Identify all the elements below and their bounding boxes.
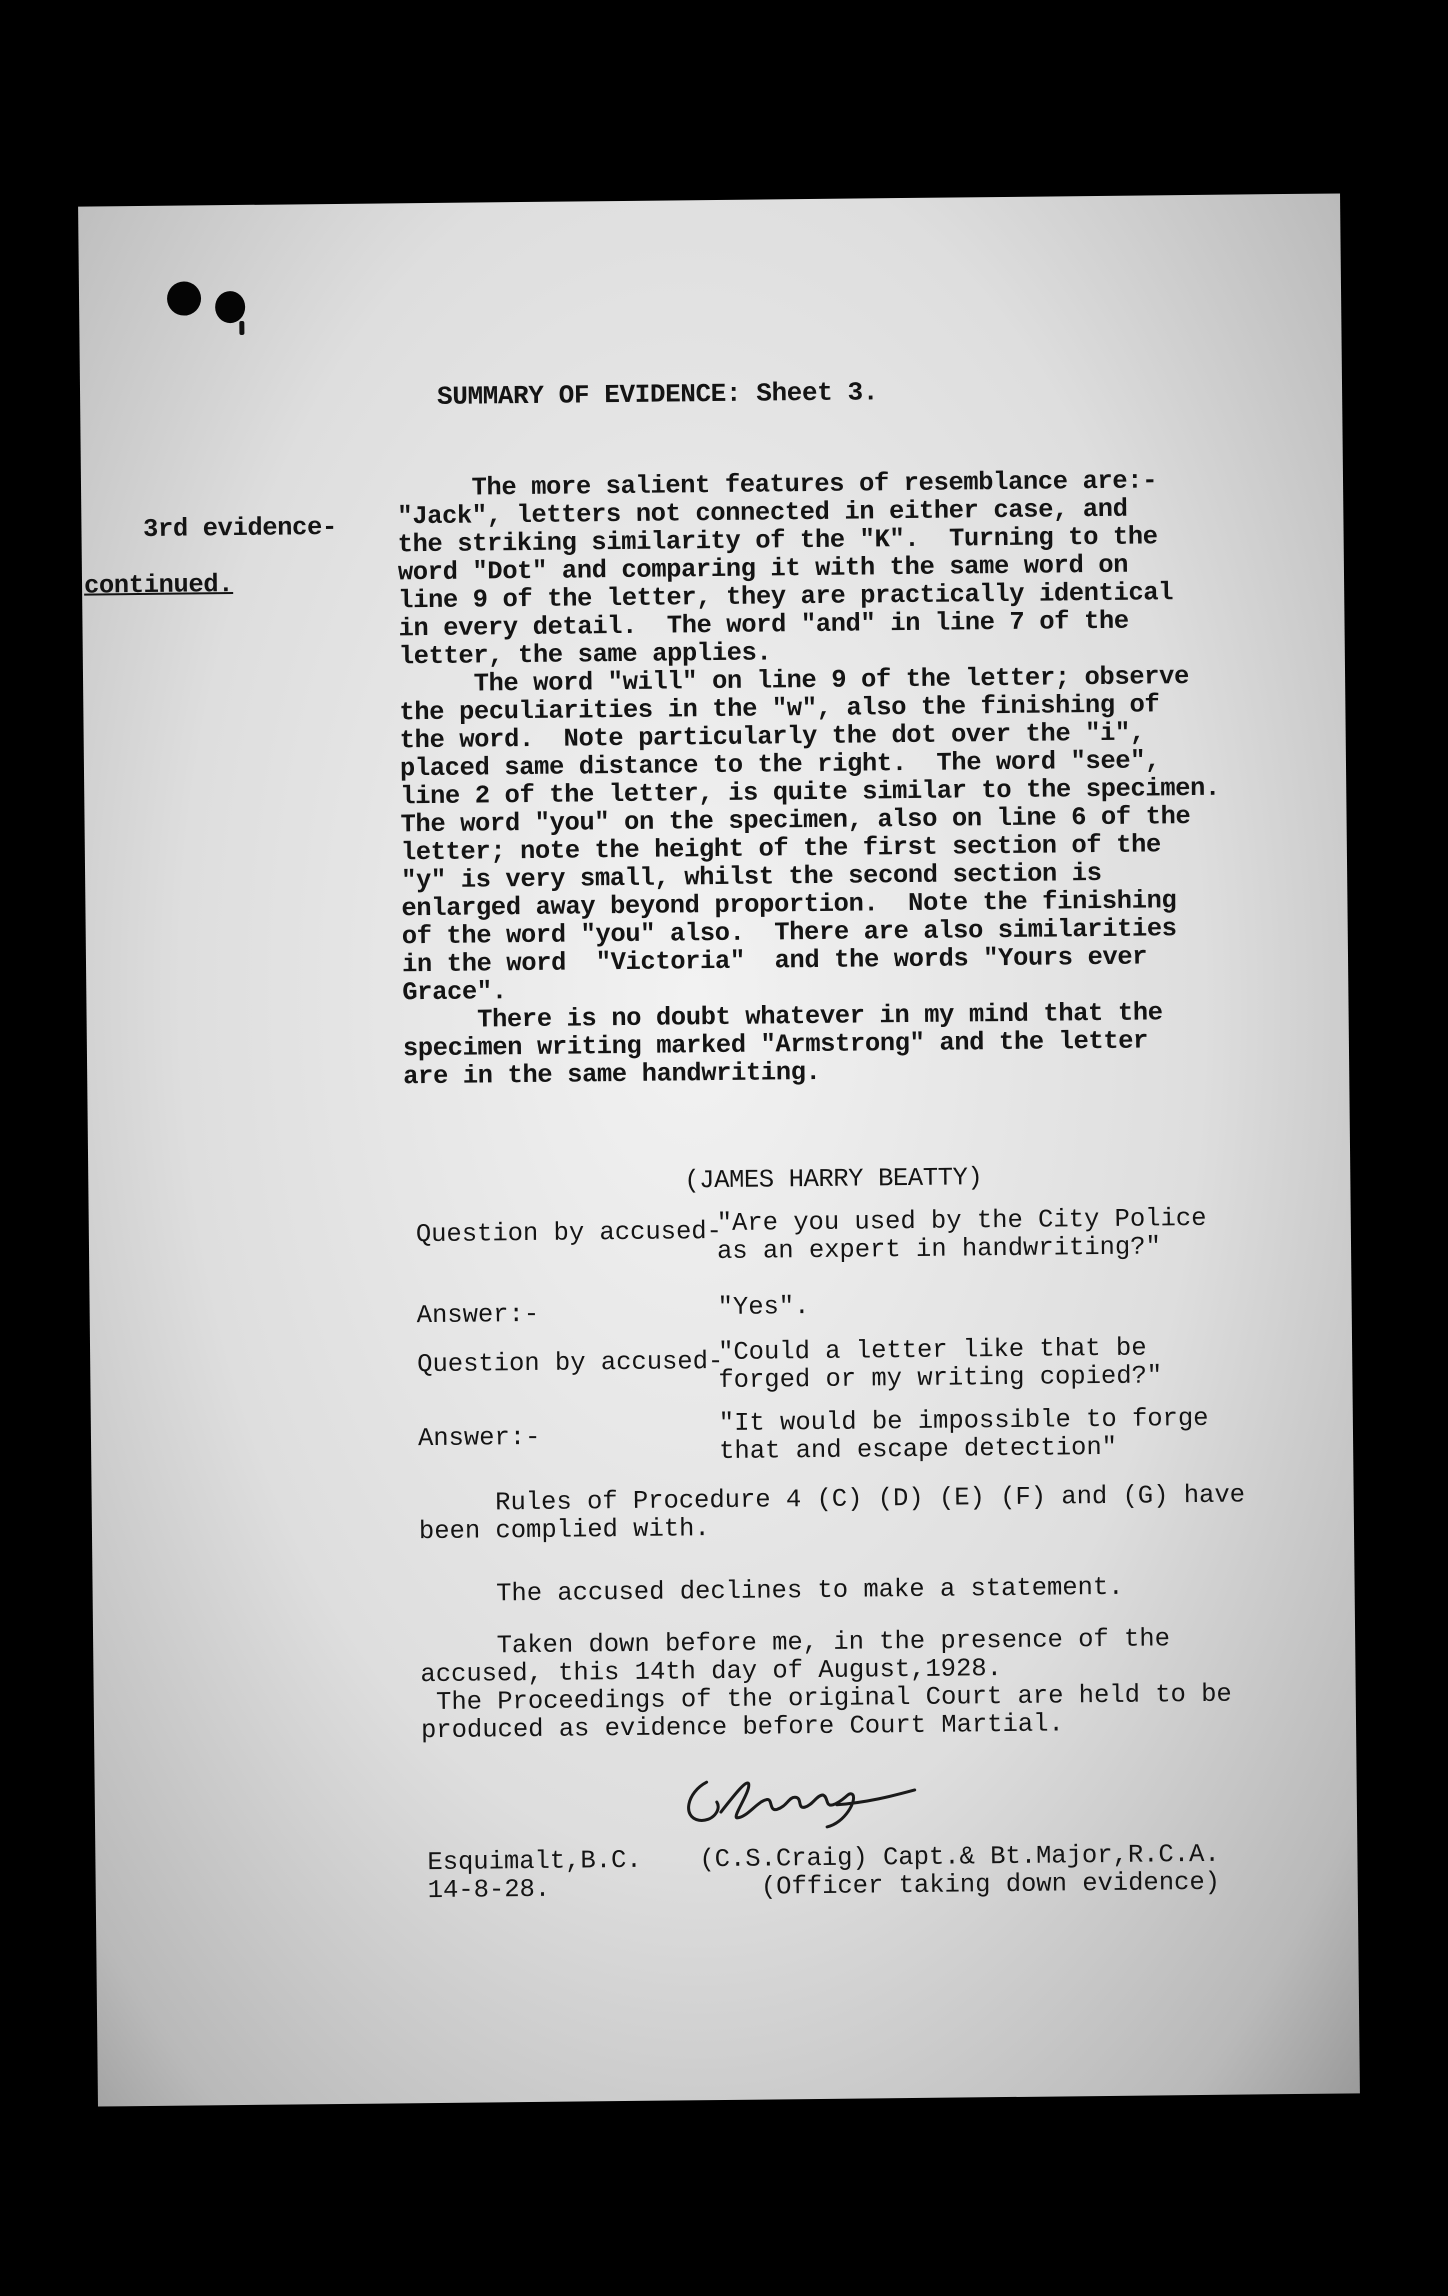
punch-hole	[167, 281, 201, 315]
margin-note-line: continued.	[83, 570, 234, 601]
evidence-line: of the word "you" also. There are also similarities	[401, 914, 1177, 952]
evidence-paragraph	[397, 467, 1223, 1092]
witness-name: (JAMES HARRY BEATTY)	[684, 1163, 983, 1196]
evidence-line: "y" is very small, whilst the second section is	[401, 858, 1102, 896]
qa-label: Answer:-	[417, 1422, 541, 1454]
place: Esquimalt,B.C.	[427, 1845, 642, 1878]
evidence-line: in every detail. The word "and" in line 7 of the	[398, 606, 1129, 644]
declines-statement: The accused declines to make a statement.	[419, 1572, 1124, 1610]
evidence-line: the word. Note particularly the dot over the "i",	[399, 718, 1145, 756]
evidence-line: are in the same handwriting.	[403, 1057, 821, 1092]
evidence-line: enlarged away beyond proportion. Note the finishing	[401, 886, 1177, 924]
qa-text: "It would be impossible to forge that and escape detection"	[718, 1403, 1209, 1467]
evidence-line: the striking similarity of the "K". Turning to the	[397, 522, 1158, 560]
evidence-line: "Jack", letters not connected in either case, and	[397, 494, 1128, 532]
qa-label: Question by accused-	[415, 1216, 723, 1250]
taken-down-paragraph: Taken down before me, in the presence of the accused, this 14th day of August,1928. The Proceedings of the original Court are held to be produced as evidence before Court Martial.	[420, 1624, 1232, 1746]
page-title: SUMMARY OF EVIDENCE: Sheet 3.	[436, 377, 879, 412]
qa-label: Answer:-	[416, 1299, 540, 1331]
evidence-line: placed same distance to the right. The word "see",	[399, 746, 1161, 784]
date: 14-8-28.	[427, 1874, 551, 1906]
evidence-line: The more salient features of resemblance are:-	[396, 466, 1158, 504]
evidence-line: There is no doubt whatever in my mind that the	[402, 998, 1163, 1036]
qa-label: Question by accused-	[417, 1346, 724, 1380]
evidence-line: Grace".	[402, 977, 507, 1008]
evidence-line: The word "will" on line 9 of the letter; observe	[398, 662, 1190, 700]
evidence-line: specimen writing marked "Armstrong" and the letter	[402, 1026, 1149, 1064]
evidence-line: The word "you" on the specimen, also on line 6 of the	[400, 802, 1191, 840]
evidence-line: line 2 of the letter, is quite similar to the specimen.	[400, 773, 1221, 812]
evidence-line: letter, the same applies.	[398, 638, 772, 672]
handwritten-signature	[676, 1760, 927, 1833]
document-page	[78, 193, 1360, 2106]
qa-text: "Are you used by the City Police as an expert in handwriting?"	[716, 1203, 1207, 1267]
place-and-date	[427, 1847, 642, 1905]
qa-text: "Yes".	[717, 1292, 810, 1323]
margin-note-line: 3rd evidence-	[142, 512, 337, 544]
margin-note	[83, 486, 338, 657]
officer-signature-block: (C.S.Craig) Capt.& Bt.Major,R.C.A. (Officer taking down evidence)	[699, 1839, 1221, 1903]
evidence-line: line 9 of the letter, they are practically identical	[398, 578, 1174, 616]
evidence-line: the peculiarities in the "w", also the finishing of	[399, 690, 1160, 728]
rules-paragraph: Rules of Procedure 4 (C) (D) (E) (F) and (G) have been complied with.	[418, 1480, 1246, 1547]
punch-hole	[215, 291, 245, 323]
punch-hole-mark	[239, 321, 244, 335]
qa-text: "Could a letter like that be forged or my writing copied?"	[717, 1333, 1163, 1396]
evidence-line: word "Dot" and comparing it with the same word on	[397, 550, 1129, 588]
evidence-line: letter; note the height of the first section of the	[400, 830, 1162, 868]
evidence-line: in the word "Victoria" and the words "Yours ever	[401, 942, 1148, 980]
